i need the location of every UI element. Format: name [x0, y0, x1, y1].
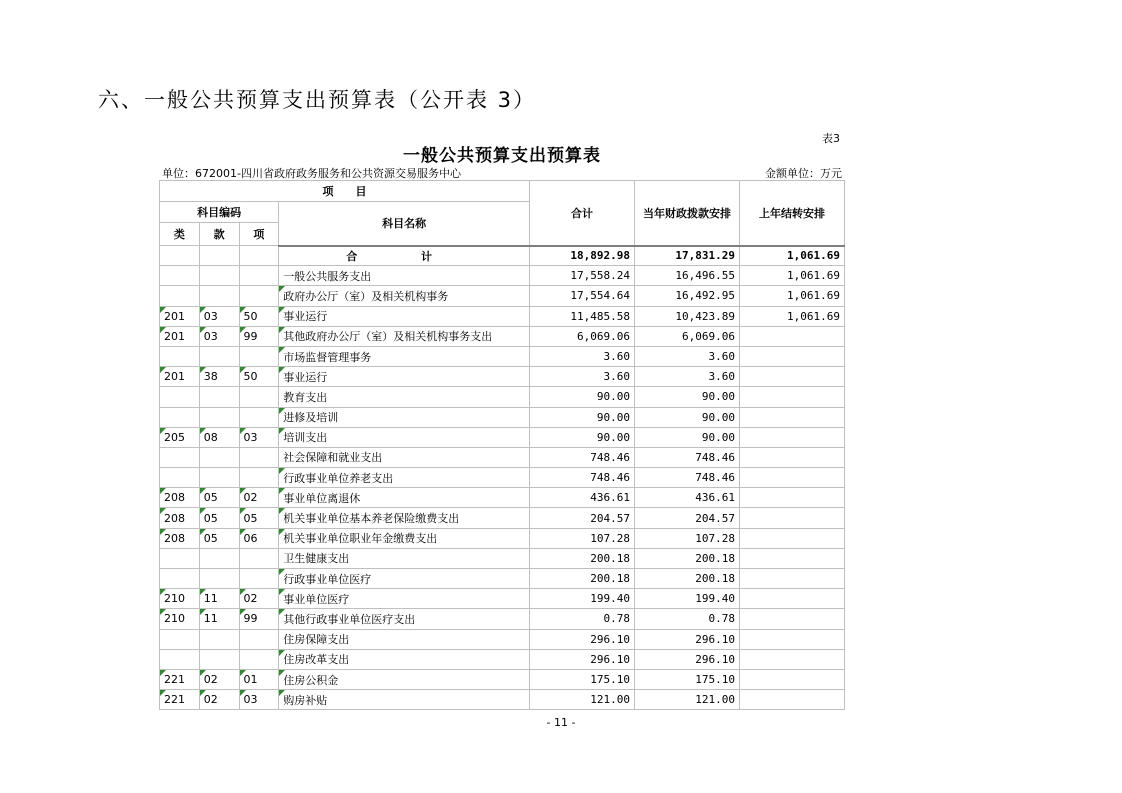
last-year-cell	[739, 427, 844, 447]
total-last: 1,061.69	[739, 246, 844, 266]
current-year-cell: 199.40	[634, 589, 739, 609]
last-year-cell	[739, 407, 844, 427]
table-row	[160, 569, 845, 589]
subject-name-cell: 教育支出	[279, 387, 530, 407]
subject-lei-cell: 210	[160, 609, 200, 629]
table-row	[160, 690, 845, 710]
subject-lei-cell	[160, 286, 200, 306]
subject-kuan-cell	[199, 649, 239, 669]
subject-kuan-cell	[199, 346, 239, 366]
total-cell: 204.57	[530, 508, 635, 528]
current-year-cell: 436.61	[634, 488, 739, 508]
subject-name-cell: 其他政府办公厅（室）及相关机构事务支出	[279, 326, 530, 346]
subject-kuan-cell	[199, 569, 239, 589]
last-year-cell	[739, 569, 844, 589]
total-cell: 90.00	[530, 427, 635, 447]
total-xiang	[239, 246, 279, 266]
last-year-cell	[739, 669, 844, 689]
subject-name-cell: 机关事业单位职业年金缴费支出	[279, 528, 530, 548]
subject-lei-cell: 201	[160, 326, 200, 346]
last-year-cell	[739, 326, 844, 346]
subject-lei-cell	[160, 407, 200, 427]
current-year-cell: 296.10	[634, 649, 739, 669]
total-cell: 0.78	[530, 609, 635, 629]
subject-lei-cell: 221	[160, 669, 200, 689]
subject-xiang-cell	[239, 649, 279, 669]
subject-xiang-cell	[239, 407, 279, 427]
last-year-cell: 1,061.69	[739, 306, 844, 326]
table-row	[160, 488, 845, 508]
last-year-cell	[739, 387, 844, 407]
subject-kuan-cell: 03	[199, 326, 239, 346]
header-current-year: 当年财政拨款安排	[634, 181, 739, 246]
total-cell: 748.46	[530, 447, 635, 467]
header-subject-code: 科目编码	[160, 202, 279, 223]
subject-kuan-cell: 38	[199, 367, 239, 387]
subject-kuan-cell	[199, 387, 239, 407]
subject-name-cell: 事业单位医疗	[279, 589, 530, 609]
subject-xiang-cell: 99	[239, 326, 279, 346]
amount-unit-label: 金额单位：万元	[765, 167, 842, 180]
header-last-year: 上年结转安排	[739, 181, 844, 246]
table-row	[160, 306, 845, 326]
subject-kuan-cell: 08	[199, 427, 239, 447]
table-row	[160, 266, 845, 286]
subject-lei-cell	[160, 387, 200, 407]
subject-name-cell: 市场监督管理事务	[279, 346, 530, 366]
last-year-cell	[739, 447, 844, 467]
last-year-cell: 1,061.69	[739, 266, 844, 286]
header-kuan: 款	[199, 223, 239, 246]
last-year-cell	[739, 528, 844, 548]
current-year-cell: 748.46	[634, 447, 739, 467]
subject-name-cell: 行政事业单位养老支出	[279, 468, 530, 488]
subject-xiang-cell: 03	[239, 690, 279, 710]
subject-name-cell: 卫生健康支出	[279, 548, 530, 568]
subject-kuan-cell: 05	[199, 528, 239, 548]
subject-xiang-cell: 50	[239, 306, 279, 326]
current-year-cell: 3.60	[634, 367, 739, 387]
total-current: 17,831.29	[634, 246, 739, 266]
subject-kuan-cell	[199, 286, 239, 306]
total-cell: 436.61	[530, 488, 635, 508]
unit-label: 单位：672001-四川省政府政务服务和公共资源交易服务中心	[162, 167, 461, 180]
subject-xiang-cell	[239, 346, 279, 366]
table-row	[160, 609, 845, 629]
last-year-cell	[739, 609, 844, 629]
subject-kuan-cell	[199, 447, 239, 467]
table-body	[160, 246, 845, 710]
table-row	[160, 387, 845, 407]
total-cell: 11,485.58	[530, 306, 635, 326]
subject-lei-cell: 208	[160, 508, 200, 528]
subject-kuan-cell: 02	[199, 669, 239, 689]
total-cell: 90.00	[530, 387, 635, 407]
header-project: 项 目	[160, 181, 530, 202]
current-year-cell: 204.57	[634, 508, 739, 528]
subject-kuan-cell: 11	[199, 609, 239, 629]
subject-xiang-cell: 50	[239, 367, 279, 387]
table-row	[160, 468, 845, 488]
subject-lei-cell	[160, 569, 200, 589]
current-year-cell: 16,492.95	[634, 286, 739, 306]
total-cell: 107.28	[530, 528, 635, 548]
subject-kuan-cell	[199, 629, 239, 649]
table-number: 表3	[822, 132, 840, 145]
subject-lei-cell: 201	[160, 367, 200, 387]
subject-xiang-cell: 03	[239, 427, 279, 447]
budget-table	[159, 180, 845, 710]
subject-xiang-cell: 01	[239, 669, 279, 689]
subject-xiang-cell	[239, 629, 279, 649]
subject-xiang-cell	[239, 569, 279, 589]
subject-lei-cell	[160, 447, 200, 467]
current-year-cell: 10,423.89	[634, 306, 739, 326]
page-number: - 11 -	[546, 716, 576, 729]
subject-xiang-cell: 02	[239, 589, 279, 609]
total-sum: 18,892.98	[530, 246, 635, 266]
table-row	[160, 367, 845, 387]
table-row	[160, 407, 845, 427]
subject-name-cell: 一般公共服务支出	[279, 266, 530, 286]
subject-lei-cell: 221	[160, 690, 200, 710]
subject-xiang-cell: 05	[239, 508, 279, 528]
table-row	[160, 669, 845, 689]
total-kuan	[199, 246, 239, 266]
current-year-cell: 107.28	[634, 528, 739, 548]
total-cell: 90.00	[530, 407, 635, 427]
subject-xiang-cell: 99	[239, 609, 279, 629]
subject-lei-cell: 201	[160, 306, 200, 326]
subject-kuan-cell: 02	[199, 690, 239, 710]
table-row	[160, 326, 845, 346]
total-cell: 6,069.06	[530, 326, 635, 346]
table-title: 一般公共预算支出预算表	[403, 146, 601, 166]
subject-xiang-cell	[239, 286, 279, 306]
current-year-cell: 3.60	[634, 346, 739, 366]
subject-lei-cell	[160, 468, 200, 488]
subject-name-cell: 住房改革支出	[279, 649, 530, 669]
last-year-cell	[739, 629, 844, 649]
subject-lei-cell: 205	[160, 427, 200, 447]
current-year-cell: 90.00	[634, 387, 739, 407]
subject-kuan-cell	[199, 468, 239, 488]
subject-xiang-cell: 02	[239, 488, 279, 508]
current-year-cell: 6,069.06	[634, 326, 739, 346]
subject-kuan-cell: 11	[199, 589, 239, 609]
current-year-cell: 16,496.55	[634, 266, 739, 286]
subject-xiang-cell	[239, 468, 279, 488]
total-cell: 3.60	[530, 346, 635, 366]
header-subject-name: 科目名称	[279, 202, 530, 246]
subject-name-cell: 住房保障支出	[279, 629, 530, 649]
subject-kuan-cell	[199, 548, 239, 568]
total-label: 合 计	[279, 246, 530, 266]
total-cell: 3.60	[530, 367, 635, 387]
header-lei: 类	[160, 223, 200, 246]
last-year-cell	[739, 690, 844, 710]
total-cell: 200.18	[530, 569, 635, 589]
subject-kuan-cell: 03	[199, 306, 239, 326]
subject-lei-cell: 208	[160, 488, 200, 508]
subject-name-cell: 行政事业单位医疗	[279, 569, 530, 589]
subject-name-cell: 事业单位离退休	[279, 488, 530, 508]
header-xiang: 项	[239, 223, 279, 246]
last-year-cell	[739, 468, 844, 488]
current-year-cell: 200.18	[634, 548, 739, 568]
total-cell: 748.46	[530, 468, 635, 488]
table-row	[160, 346, 845, 366]
last-year-cell	[739, 508, 844, 528]
total-cell: 121.00	[530, 690, 635, 710]
total-cell: 200.18	[530, 548, 635, 568]
total-cell: 17,558.24	[530, 266, 635, 286]
current-year-cell: 200.18	[634, 569, 739, 589]
table-row	[160, 548, 845, 568]
document-heading: 六、一般公共预算支出预算表（公开表 3）	[98, 88, 537, 112]
current-year-cell: 121.00	[634, 690, 739, 710]
subject-name-cell: 其他行政事业单位医疗支出	[279, 609, 530, 629]
subject-lei-cell: 210	[160, 589, 200, 609]
subject-xiang-cell	[239, 266, 279, 286]
subject-xiang-cell: 06	[239, 528, 279, 548]
total-cell: 17,554.64	[530, 286, 635, 306]
subject-name-cell: 社会保障和就业支出	[279, 447, 530, 467]
subject-kuan-cell: 05	[199, 508, 239, 528]
subject-name-cell: 事业运行	[279, 367, 530, 387]
current-year-cell: 296.10	[634, 629, 739, 649]
subject-name-cell: 住房公积金	[279, 669, 530, 689]
last-year-cell	[739, 367, 844, 387]
total-lei	[160, 246, 200, 266]
table-row	[160, 447, 845, 467]
subject-name-cell: 购房补贴	[279, 690, 530, 710]
total-cell: 296.10	[530, 629, 635, 649]
table-row	[160, 528, 845, 548]
last-year-cell	[739, 589, 844, 609]
subject-name-cell: 进修及培训	[279, 407, 530, 427]
last-year-cell: 1,061.69	[739, 286, 844, 306]
subject-name-cell: 培训支出	[279, 427, 530, 447]
last-year-cell	[739, 488, 844, 508]
table-row	[160, 629, 845, 649]
subject-kuan-cell	[199, 266, 239, 286]
table-row	[160, 286, 845, 306]
subject-lei-cell	[160, 548, 200, 568]
subject-kuan-cell: 05	[199, 488, 239, 508]
subject-xiang-cell	[239, 387, 279, 407]
subject-name-cell: 机关事业单位基本养老保险缴费支出	[279, 508, 530, 528]
last-year-cell	[739, 649, 844, 669]
current-year-cell: 748.46	[634, 468, 739, 488]
total-cell: 199.40	[530, 589, 635, 609]
subject-lei-cell: 208	[160, 528, 200, 548]
subject-name-cell: 政府办公厅（室）及相关机构事务	[279, 286, 530, 306]
last-year-cell	[739, 548, 844, 568]
subject-lei-cell	[160, 346, 200, 366]
subject-lei-cell	[160, 649, 200, 669]
table-row	[160, 649, 845, 669]
current-year-cell: 90.00	[634, 407, 739, 427]
total-row	[160, 246, 845, 266]
subject-kuan-cell	[199, 407, 239, 427]
current-year-cell: 90.00	[634, 427, 739, 447]
table-row	[160, 427, 845, 447]
total-cell: 175.10	[530, 669, 635, 689]
subject-xiang-cell	[239, 447, 279, 467]
subject-lei-cell	[160, 629, 200, 649]
last-year-cell	[739, 346, 844, 366]
table-row	[160, 589, 845, 609]
subject-lei-cell	[160, 266, 200, 286]
current-year-cell: 0.78	[634, 609, 739, 629]
subject-name-cell: 事业运行	[279, 306, 530, 326]
current-year-cell: 175.10	[634, 669, 739, 689]
table-row	[160, 508, 845, 528]
header-total: 合计	[530, 181, 635, 246]
subject-xiang-cell	[239, 548, 279, 568]
total-cell: 296.10	[530, 649, 635, 669]
